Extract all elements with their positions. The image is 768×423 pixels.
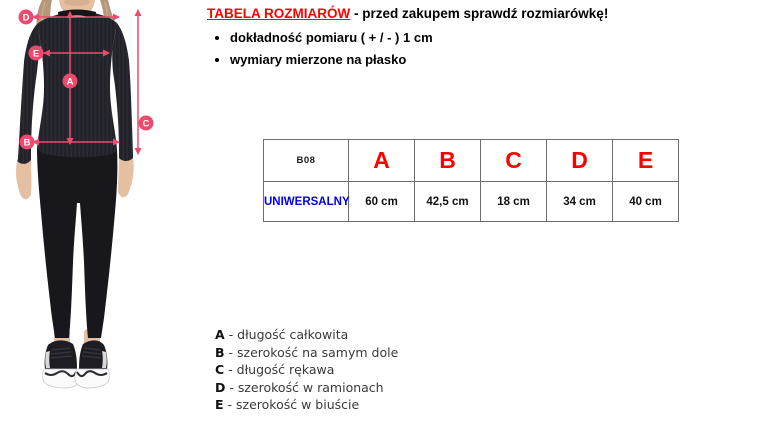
value-cell-C: 18 cm [481,182,547,222]
legend-label: - długość całkowita [228,327,349,342]
badge-E: E [32,48,40,60]
column-header-E: E [613,140,679,182]
page-title [207,6,608,21]
column-header-A: A [349,140,415,182]
badge-B: B [23,137,31,149]
legend-label: - długość rękawa [228,362,335,377]
size-name-cell: UNIWERSALNY [264,182,349,222]
legend-label: - szerokość w ramionach [229,379,384,395]
legend-item-E [215,396,398,414]
legend-item-D [215,379,398,397]
legend-letter: A [215,327,225,342]
leggings [37,148,117,338]
legend-letter: E [215,397,224,412]
legend-item-A [215,326,398,344]
column-header-D: D [547,140,613,182]
size-table-data-row [264,182,679,222]
notes-list [214,27,433,71]
measurement-legend [215,326,398,414]
page-title-rest: - przed zakupem sprawdź rozmiarówkę! [354,6,609,21]
column-header-C: C [481,140,547,182]
model-code-cell: B08 [264,140,349,182]
model-photo [0,0,200,423]
legend-letter: D [215,379,226,395]
model-measurement-diagram [0,0,200,423]
size-table [263,139,679,222]
legend-item-C [215,361,398,379]
badge-C: C [142,118,150,130]
sneakers [43,340,110,388]
legend-label: - szerokość w biuście [227,397,360,412]
column-header-B: B [415,140,481,182]
badge-A: A [66,76,74,88]
legend-letter: C [215,362,225,377]
size-table-header-row [264,140,679,182]
note-item: • wymiary mierzone na płasko [230,49,433,71]
page-title-highlight: TABELA ROZMIARÓW [207,6,351,21]
legend-item-B [215,344,398,362]
value-cell-E: 40 cm [613,182,679,222]
note-item: • dokładność pomiaru ( + / - ) 1 cm [230,27,433,49]
value-cell-D: 34 cm [547,182,613,222]
value-cell-B: 42,5 cm [415,182,481,222]
value-cell-A: 60 cm [349,182,415,222]
badge-D: D [22,12,30,24]
legend-label: - szerokość na samym dole [228,344,399,360]
legend-letter: B [215,344,225,360]
